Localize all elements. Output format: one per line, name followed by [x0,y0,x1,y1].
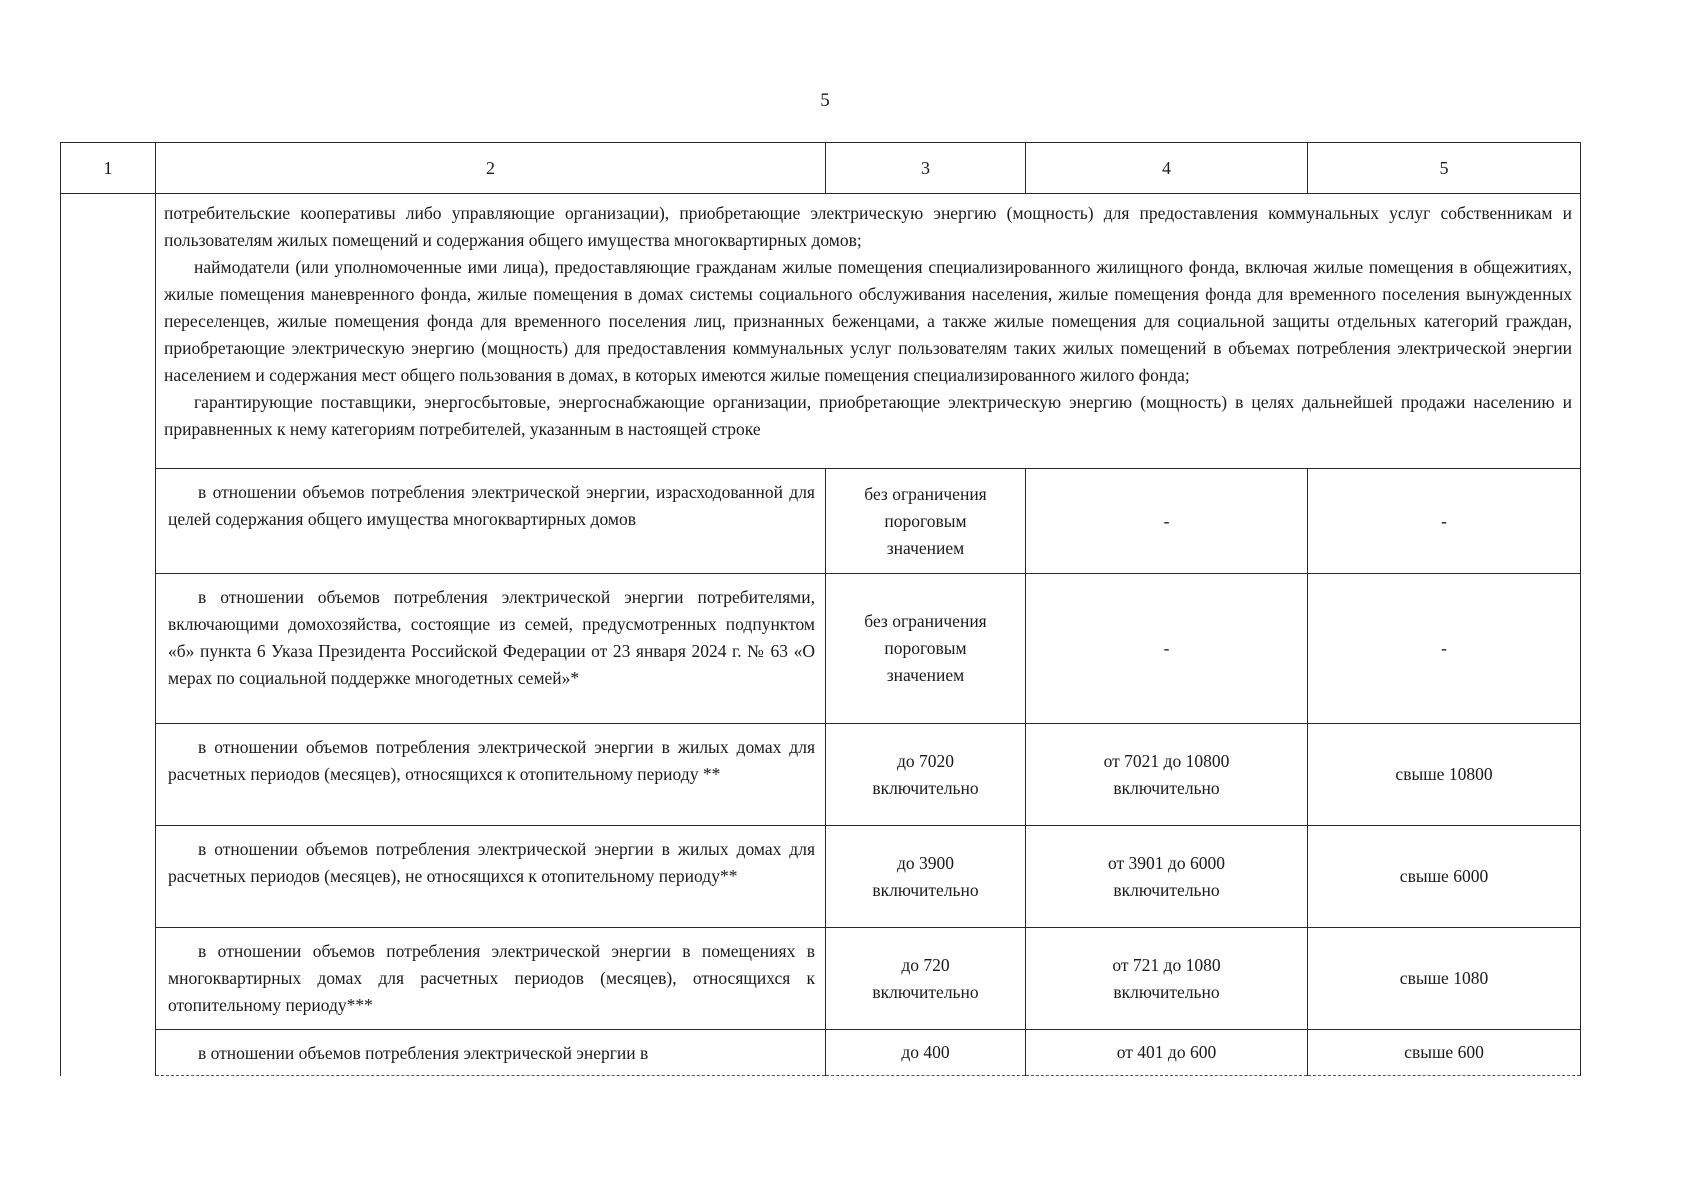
threshold-1-text: до 3900 [896,852,955,873]
intro-paragraph: наймодатели (или уполномоченные ими лица), предоставляющие гражданам жилые помещения специализированного жилищного фонда, включая жилые помещения в общежитиях, жилые помещения маневренного фонда, жилые помещения в домах системы социального обслуживания населения, жилые помещения фонда для временного поселения вынужденных переселенцев, жилые помещения фонда для временного поселения лиц, признанных беженцами, а также жилые помещения для социальной защиты отдельных категорий граждан, приобретающие электрическую энергию (мощность) для предоставления коммунальных услуг пользователям таких жилых помещений в объемах потребления электрической энергии населением и содержания мест общего пользования в домах, в которых имеются жилые помещения специализированного жилого фонда; [164,257,1572,385]
threshold-1-text: пороговым [884,510,967,531]
col-number-4: 4 [1026,143,1308,194]
threshold-3-cell: свыше 6000 [1308,826,1581,928]
threshold-1-text: до 720 [901,954,950,975]
row-description: в отношении объемов потребления электрической энергии потребителями, включающими домохозяйства, состоящие из семей, предусмотренных подпунктом «б» пункта 6 Указа Президента Российской Федерации от 23 января 2024 г. № 63 «О мерах по социальной поддержке многодетных семей»* [156,574,826,724]
threshold-1-text: без ограничения [864,611,987,631]
threshold-1-text: значением [886,537,965,558]
threshold-1-cell [826,574,1026,724]
table-row [61,469,1581,574]
table-row [61,574,1581,724]
intro-paragraph: гарантирующие поставщики, энергосбытовые, энергоснабжающие организации, приобретающие электрическую энергию (мощность) в целях дальнейшей продажи населению и приравненных к нему категориям потребителей, указанным в настоящей строке [164,392,1572,439]
threshold-2-cell [1026,826,1308,928]
threshold-1-text: пороговым [884,638,967,658]
intro-row [61,194,1581,469]
threshold-3-cell: - [1308,469,1581,574]
threshold-3-cell: свыше 1080 [1308,928,1581,1030]
col-number-2: 2 [156,143,826,194]
table-row [61,928,1581,1030]
threshold-1-text: до 7020 [896,750,955,771]
threshold-2-cell: - [1026,574,1308,724]
threshold-2-cell [1026,928,1308,1030]
row-description: в отношении объемов потребления электрической энергии в [156,1030,826,1076]
col-number-5: 5 [1308,143,1581,194]
page-number: 5 [820,90,830,111]
table-row [61,826,1581,928]
col-number-3: 3 [826,143,1026,194]
threshold-1-cell [826,724,1026,826]
threshold-1-text: включительно [872,879,979,900]
threshold-2-cell: от 401 до 600 [1026,1030,1308,1076]
intro-paragraph: потребительские кооперативы либо управляющие организации), приобретающие электрическую энергию (мощность) для предоставления коммунальных услуг собственникам и пользователям жилых помещений и содержания общего имущества многоквартирных домов; [164,203,1572,250]
column-number-row [61,143,1581,194]
threshold-2-text: от 7021 до 10800 [1103,750,1230,771]
threshold-3-cell: - [1308,574,1581,724]
table-row [61,1030,1581,1076]
threshold-2-text: от 721 до 1080 [1112,954,1221,975]
threshold-2-cell [1026,724,1308,826]
threshold-2-text: включительно [1113,981,1220,1002]
threshold-1-cell [826,826,1026,928]
threshold-2-text: включительно [1113,777,1220,798]
intro-text-cell [156,194,1581,469]
threshold-1-text: значением [886,665,965,685]
tariff-table [60,142,1581,1076]
threshold-2-cell: - [1026,469,1308,574]
threshold-3-cell: свыше 10800 [1308,724,1581,826]
threshold-1-text: включительно [872,981,979,1002]
threshold-2-text: включительно [1113,879,1220,900]
threshold-3-cell: свыше 600 [1308,1030,1581,1076]
threshold-1-cell [826,469,1026,574]
threshold-1-text: без ограничения [864,483,987,504]
row-description: в отношении объемов потребления электрической энергии в жилых домах для расчетных периодов (месяцев), не относящихся к отопительному периоду** [156,826,826,928]
threshold-1-text: включительно [872,777,979,798]
table-row [61,724,1581,826]
threshold-1-cell [826,928,1026,1030]
row-description: в отношении объемов потребления электрической энергии, израсходованной для целей содержания общего имущества многоквартирных домов [156,469,826,574]
row-description: в отношении объемов потребления электрической энергии в помещениях в многоквартирных домах для расчетных периодов (месяцев), относящихся к отопительному периоду*** [156,928,826,1030]
row-number-cell [61,194,156,1076]
col-number-1: 1 [61,143,156,194]
row-description: в отношении объемов потребления электрической энергии в жилых домах для расчетных периодов (месяцев), относящихся к отопительному периоду ** [156,724,826,826]
threshold-2-text: от 3901 до 6000 [1108,852,1225,873]
threshold-1-cell: до 400 [826,1030,1026,1076]
